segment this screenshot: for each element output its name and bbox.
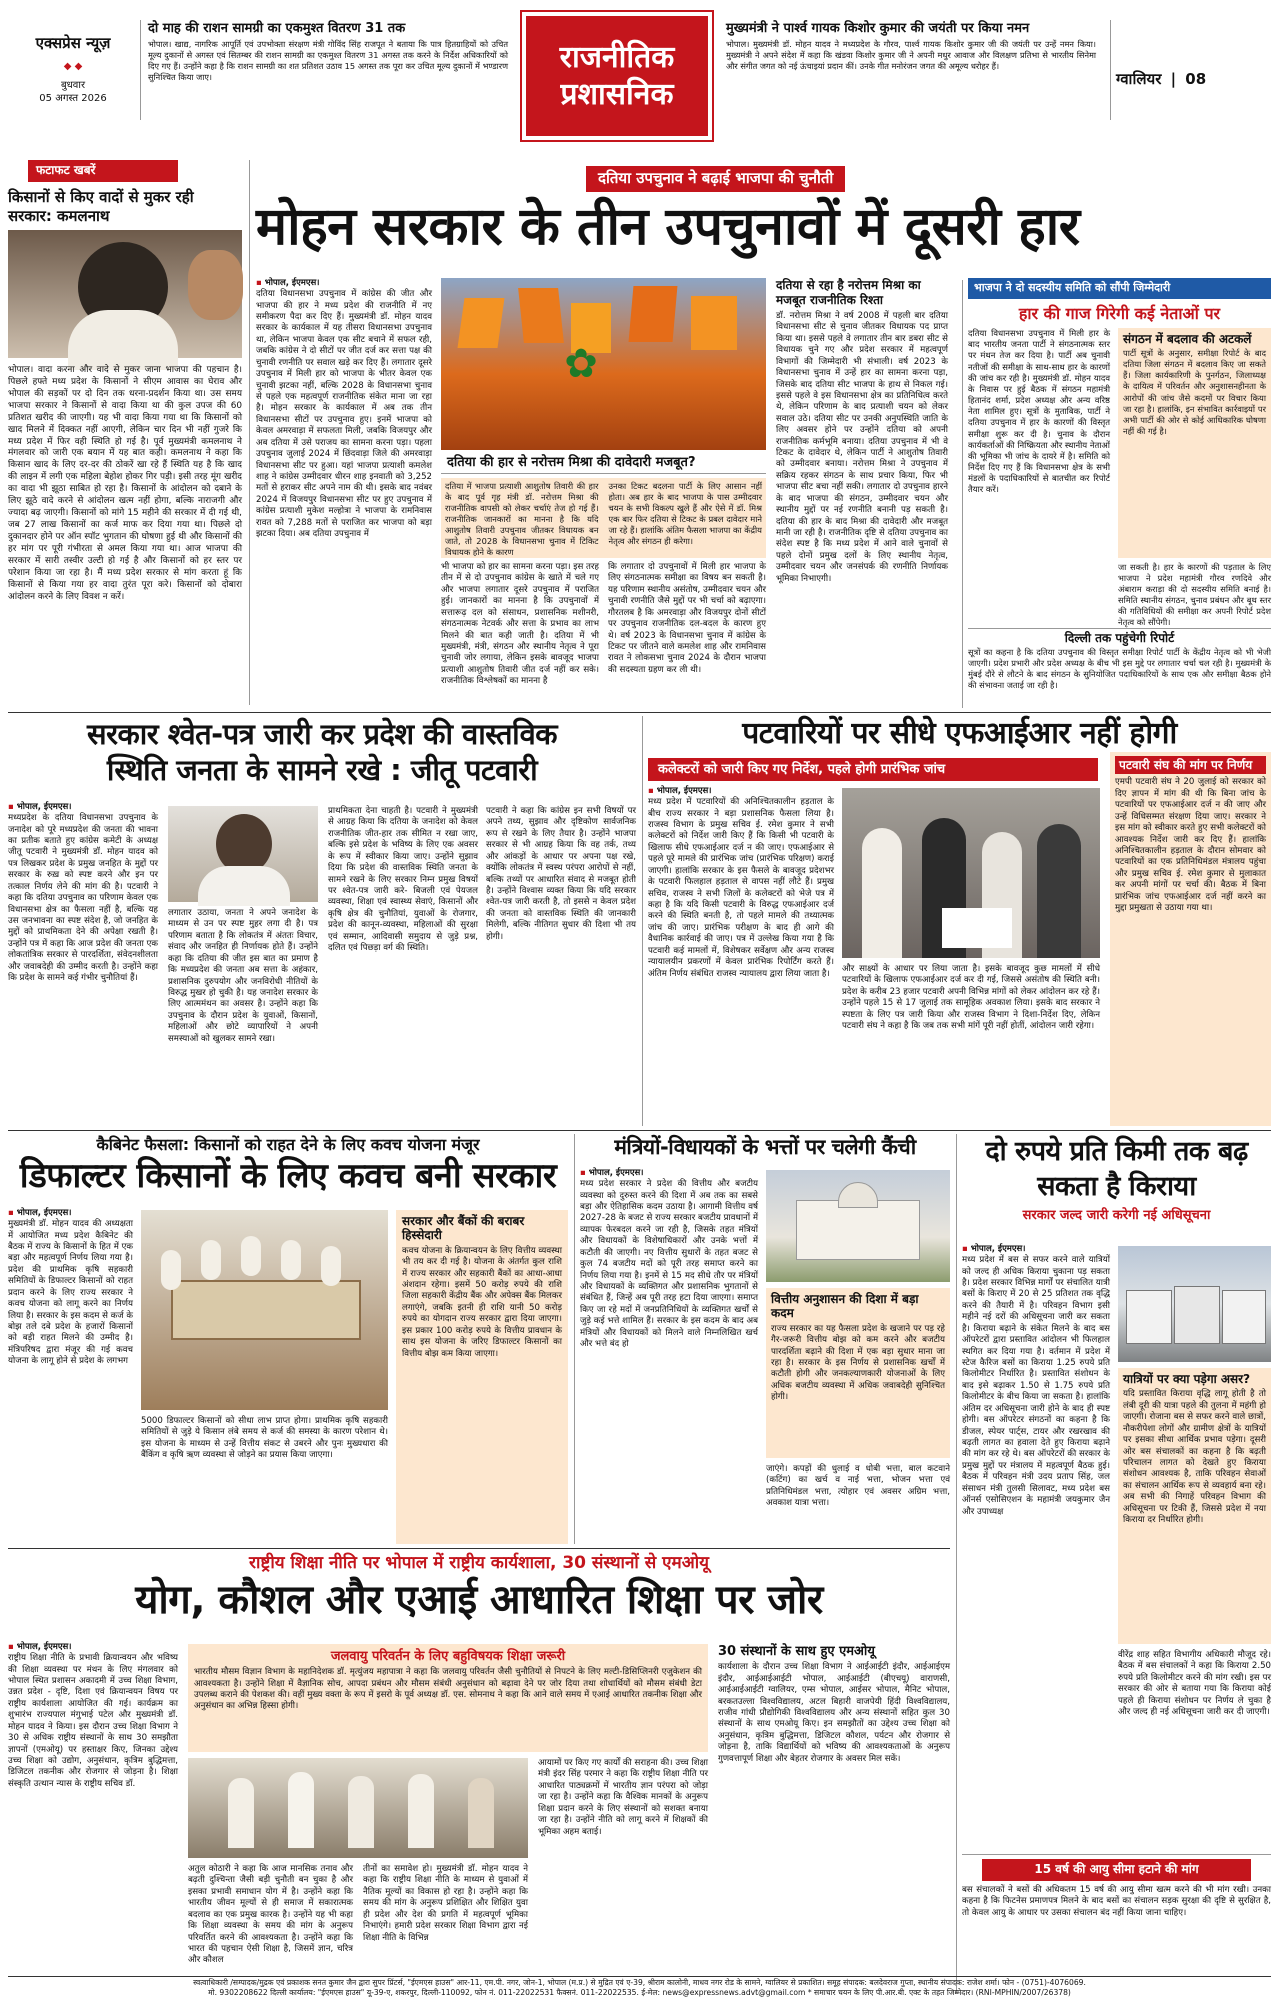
patwari-letter-col1-text: मध्यप्रदेश के दतिया विधानसभा उपचुनाव के जनादेश को पूरे मध्यप्रदेश की जनता की भावना का प्रतीक बताते हुए कांग्रेस कमेटी के अध्यक्ष जीतू पटवारी ने मुख्यमंत्री डॉ. मोहन यादव को पत्र लिखकर प्रदेश के प्रमुख जनहित के मुद्दों पर सरकार के रुख़ को स्पष्ट करने और इन पर तत्काल निर्णय लेने की मांग की है। पटवारी ने कहा कि दतिया उपचुनाव का परिणाम केवल एक विधानसभा क्षेत्र का फैसला नहीं है, बल्कि यह उस जनभावना का स्पष्ट संदेश है, जो जनहित के मुद्दों को प्राथमिकता देने की अपेक्षा रखती है। उन्होंने पत्र में कहा कि आज प्रदेश की जनता एक लोकतांत्रिक सरकार से पारदर्शिता, संवेदनशीलता और जवाबदेही की उम्मीद करती है। उन्होंने कहा कि प्रदेश के सामने कई गंभीर चुनौतियां हैं। xyxy=(8,813,158,984)
lead-headline: मोहन सरकार के तीन उपचुनावों में दूसरी हार xyxy=(256,197,1080,257)
lead-col1 xyxy=(256,278,432,708)
jitu-patwari-photo xyxy=(168,806,318,902)
delhi-report-text: सूत्रों का कहना है कि दतिया उपचुनाव की विस्तृत समीक्षा रिपोर्ट पार्टी के केंद्रीय नेतृत्व को भी भेजी जाएगी। प्रदेश प्रभारी और प्रदेश अध्यक्ष के बीच भी इस मुद्दे पर लगातार चर्चा चल रही है। मुख्यमंत्री के मुंबई दौरे से लौटने के बाद संगठन के सुनियोजित पदाधिकारियों के साथ एक और समीक्षा बैठक होने की संभावना जताई जा रही है। xyxy=(968,646,1271,690)
allowance-headline: मंत्रियों-विधायकों के भत्तों पर चलेगी कैंची xyxy=(614,1135,916,1159)
fiscal-head: वित्तीय अनुशासन की दिशा में बड़ा कदम xyxy=(771,1292,919,1321)
patwari-fir-col2 xyxy=(842,964,1100,1126)
age-limit-head: 15 वर्ष की आयु सीमा हटाने की मांग xyxy=(982,1859,1251,1881)
kamalnath-photo xyxy=(8,230,242,358)
vidhan-sabha-photo xyxy=(766,1170,950,1282)
patwari-letter-headline-2: स्थिति जनता के सामने रखे : जीतू पटवारी xyxy=(106,753,538,788)
allowance-col1 xyxy=(580,1168,758,1544)
org-change-head: संगठन में बदलाव की अटकलें xyxy=(1123,332,1252,346)
patwari-letter-col3 xyxy=(328,806,478,1126)
cabinet-col1-text: मुख्यमंत्री डॉ. मोहन यादव की अध्यक्षता में आयोजित मध्य प्रदेश कैबिनेट की बैठक में राज्य के किसानों के हित में एक बड़ा और महत्वपूर्ण निर्णय लिया गया है। प्रदेश की प्राथमिक कृषि सहकारी समितियों के डिफाल्टर किसानों को राहत प्रदान करने के लिए राज्य सरकार ने कवच योजना को लागू करने का निर्णय लिया है। सरकार के इस कदम से कर्ज के बोझ तले दबे प्रदेश के हजारों किसानों को बड़ी राहत मिलने की उम्मीद है। मंत्रिपरिषद द्वारा मंजूर की गई कवच योजना के लागू होने से प्रदेश के लगभग xyxy=(8,1219,133,1367)
delhi-report-head: दिल्ली तक पहुंचेगी रिपोर्ट xyxy=(968,628,1271,647)
education-story xyxy=(8,1552,950,1972)
cabinet-col1 xyxy=(8,1208,133,1544)
masthead xyxy=(0,0,1279,150)
lead-sidebar xyxy=(776,278,948,708)
section-badge xyxy=(522,12,712,140)
workshop-photo xyxy=(188,1758,528,1858)
climate-text: भारतीय मौसम विज्ञान विभाग के महानिदेशक डॉ. मृत्युंजय महापात्रा ने कहा कि जलवायु परिवर्तन जैसी चुनौतियों से निपटने के लिए मल्टी-डिसिप्लिनरी एजुकेशन की आवश्यकता है। उन्होंने शिक्षा में वैज्ञानिक सोच, आपदा प्रबंधन और मौसम संबंधी अनुसंधान को बढ़ावा देने पर जोर दिया तथा शोधार्थियों को मौसम संबंधी डेटा उपलब्ध कराने की पेशकश की। वहीं मुख्य वक्ता के रूप में इसरो के पूर्व अध्यक्ष डॉ. एस. सोमनाथ ने कहा कि आने वाले समय में एआई आधारित तकनीक शिक्षा और अनुसंधान का अभिन्न हिस्सा होगी। xyxy=(194,1667,702,1712)
education-col4-text: आयामों पर किए गए कार्यों की सराहना की। उच्च शिक्षा मंत्री इंदर सिंह परमार ने कहा कि राष्ट्रीय शिक्षा नीति पर आधारित पाठ्यक्रमों में भारतीय ज्ञान परंपरा को जोड़ा जा रहा है। उन्होंने कहा कि वैश्विक मानकों के अनुरूप शिक्षा प्रदान करने के लिए संस्थानों को सशक्त बनाया जा रहा है। उन्होंने नीति को लागू करने में शिक्षकों की भूमिका अहम बताई। xyxy=(538,1758,708,1837)
age-limit-box xyxy=(962,1854,1271,1994)
page-id: ग्वालियर | 08 xyxy=(1116,70,1207,88)
cabinet-story xyxy=(8,1134,568,1544)
education-col3-text: तीनों का समावेश हो। मुख्यमंत्री डॉ. मोहन यादव ने कहा कि राष्ट्रीय शिक्षा नीति के माध्यम से युवाओं में नैतिक मूल्यों का विकास हो रहा है। उन्होंने कहा कि समय की मांग के अनुरूप प्रशिक्षित और शिक्षित युवा ही प्रदेश और देश की प्रगति में महत्वपूर्ण भूमिका निभाएंगे। हमारी प्रदेश सरकार शिक्षा विभाग द्वारा नई शिक्षा नीति के विभिन्न xyxy=(363,1864,528,1943)
cabinet-dateline: ▪ भोपाल, ईएमएस। xyxy=(8,1208,72,1218)
passenger-impact-box xyxy=(1118,1368,1271,1644)
masthead-right-text: भोपाल। मुख्यमंत्री डॉ. मोहन यादव ने मध्यप्रदेश के गौरव, पार्श्व गायक किशोर कुमार जी की जयंती पर उन्हें नमन किया। मुख्यमंत्री ने अपने संदेश में कहा कि खंडवा किशोर कुमार जी ने अपनी मधुर आवाज और विलक्षण प्रतिभा से भारतीय सिनेमा और संगीत जगत को नई ऊंचाइयां प्रदान कीं। उनके गीत मनोरंजन जगत की अमूल्य धरोहर हैं। xyxy=(726,39,1096,71)
cabinet-share-head: सरकार और बैंकों की बराबर हिस्सेदारी xyxy=(402,1214,525,1243)
lotus-icon: ✿ xyxy=(564,341,598,387)
review-text-2: जा सकती है। हार के कारणों की पड़ताल के लिए भाजपा ने प्रदेश महामंत्री गौरव रणदिवे और अंबाराम कराड़ा की दो सदस्यीय समिति बनाई है। समिति स्थानीय संगठन, चुनाव प्रबंधन और बूथ स्तर की गतिविधियों की समीक्षा कर अपनी रिपोर्ट प्रदेश नेतृत्व को सौंपेगी। xyxy=(1118,562,1271,628)
mou-head: 30 संस्थानों के साथ हुए एमओयू xyxy=(718,1644,875,1659)
patwari-fir-dateline: ▪ भोपाल, ईएमएस। xyxy=(648,786,712,796)
mou-box xyxy=(718,1644,950,1972)
bjp-rally-photo xyxy=(441,278,766,453)
fare-headline: दो रुपये प्रति किमी तक बढ़ सकता है किराया xyxy=(985,1136,1248,1203)
patwari-fir-col1 xyxy=(648,786,834,1126)
patwari-demand-text: एमपी पटवारी संघ ने 20 जुलाई को सरकार को दिए ज्ञापन में मांग की थी कि बिना जांच के पटवारियों पर एफआईआर दर्ज न की जाए और उन्हें विधिसम्मत संरक्षण दिया जाए। सरकार ने इस मांग को स्वीकार करते हुए सभी कलेक्टरों को आवश्यक निर्देश जारी कर दिए हैं। हालांकि अनिश्चितकालीन हड़ताल के दौरान सोमवार को पटवारियों का एक प्रतिनिधिमंडल मंत्रालय पहुंचा और प्रमुख सचिव ई. रमेश कुमार से मुलाकात कर अपनी मांगों पर चर्चा की। बैठक में बिना प्रारंभिक जांच एफआईआर दर्ज नहीं करने का मुद्दा प्रमुखता से उठाया गया था। xyxy=(1115,777,1266,914)
review-text: दतिया विधानसभा उपचुनाव में मिली हार के बाद भारतीय जनता पार्टी ने संगठनात्मक स्तर पर मंथन तेज कर दिया है। पार्टी अब चुनावी नतीजों की समीक्षा के साथ-साथ हार के कारणों की जांच कर रही है। मुख्यमंत्री डॉ. मोहन यादव के निवास पर हुई बैठक में संगठन महामंत्री हितानंद शर्मा, प्रदेश अध्यक्ष और अन्य वरिष्ठ नेता शामिल हुए। सूत्रों के मुताबिक, पार्टी ने दतिया उपचुनाव में हार के कारणों की विस्तृत समीक्षा शुरू कर दी है। चुनाव के दौरान कार्यकर्ताओं की निष्क्रियता और स्थानीय नेताओं की भूमिका भी जांच के दायरे में है। समिति को निर्देश दिए गए हैं कि विधानसभा क्षेत्र के सभी मंडलों के पदाधिकारियों से बातचीत कर रिपोर्ट तैयार करें। xyxy=(968,328,1110,495)
allowance-dateline: ▪ भोपाल, ईएमएस। xyxy=(580,1168,644,1178)
climate-head: जलवायु परिवर्तन के लिए बहुविषयक शिक्षा जरूरी xyxy=(330,1649,566,1664)
lead-col3 xyxy=(608,562,766,708)
mishra-box xyxy=(441,478,766,558)
cabinet-col2 xyxy=(141,1416,388,1544)
paper-name: एक्सप्रेस न्यूज़ xyxy=(35,34,111,52)
masthead-right-story xyxy=(726,20,1096,130)
allowance-story xyxy=(580,1134,950,1544)
fare-col2 xyxy=(1118,1650,1271,1820)
patwari-letter-col1 xyxy=(8,802,158,1126)
page-number: 08 xyxy=(1185,70,1207,88)
paper-logo-box xyxy=(12,14,134,116)
city-name: ग्वालियर xyxy=(1116,70,1162,88)
issue-date: 05 अगस्त 2026 xyxy=(39,93,107,105)
patwari-fir-sub: कलेक्टरों को जारी किए गए निर्देश, पहले होगी प्रारंभिक जांच xyxy=(648,758,1098,781)
education-col2-text: अतुल कोठारी ने कहा कि आज मानसिक तनाव और बढ़ती दुश्चिन्ता जैसी बड़ी चुनौती बन चुका है और इसका प्रभावी समाधान योग में है। उन्होंने कहा कि भारतीय जीवन मूल्यों से ही समाज में सकारात्मक बदलाव का एक प्रमुख कारक है। उन्होंने यह भी कहा कि शिक्षा व्यवस्था के समय की मांग के अनुरूप परिवर्तित करने की आवश्यकता है। उन्होंने कहा कि भारत की पहचान ऐसी शिक्षा है, जिसमें ज्ञान, चरित्र और कौशल xyxy=(188,1864,353,1966)
fare-sub: सरकार जल्द जारी करेगी नई अधिसूचना xyxy=(1022,1208,1211,1224)
allowance-col1-text: मध्य प्रदेश सरकार ने प्रदेश की वित्तीय और बजटीय व्यवस्था को दुरुस्त करने की दिशा में अब तक का सबसे बड़ा और ऐतिहासिक कदम उठाया है। आगामी वित्तीय वर्ष 2027-28 के बजट से राज्य सरकार बजटीय प्रावधानों में व्यापक फेरबदल करने जा रही है, जिसके तहत मंत्रियों और विधायकों के विशेषाधिकारों और उनके भत्तों में कटौती की जाएगी। नए वित्तीय सुधारों के तहत बजट से कुल 74 बजटीय मदों को पूरी तरह समाप्त करने का निर्णय लिया गया है। इनमें से 15 मद सीधे तौर पर मंत्रियों और विधायकों के व्यक्तिगत और प्रशासनिक भुगतानों से संबंधित हैं, जिन्हें अब पूरी तरह हटा दिया जाएगा। समाप्त किए जा रहे मदों में जनप्रतिनिधियों के व्यक्तिगत खर्चों से जुड़े कई भत्ते शामिल हैं। सरकार के इस कदम के बाद अब मंत्रियों और विधायकों को मिलने वाले निम्नलिखित खर्च और भत्ते बंद हो xyxy=(580,1179,758,1350)
education-col2 xyxy=(188,1864,353,1972)
lead-col2-text: भी भाजपा को हार का सामना करना पड़ा। इस तरह तीन में से दो उपचुनाव कांग्रेस के खाते में चले गए और भाजपा लगातार दूसरे उपचुनाव में पराजित हुई। जानकारों का मानना है कि उपचुनावों में सत्तारूढ़ दल को संसाधन, प्रशासनिक मशीनरी, संगठनात्मक नेटवर्क और सत्ता के प्रभाव का लाभ मिलने की बात कही जाती है। दतिया में भी मुख्यमंत्री, मंत्री, संगठन और स्थानीय नेतृत्व ने पूरा चुनावी जोर लगाया, लेकिन इसके बावजूद भाजपा प्रत्याशी आशुतोष तिवारी जीत दर्ज नहीं कर सके। राजनीतिक विश्लेषकों का मानना है xyxy=(441,562,599,687)
patwari-letter-col2-text: लगातार उठाया, जनता ने अपने जनादेश के माध्यम से उन पर स्पष्ट मुहर लगा दी है। पत्र परिणाम बताता है कि लोकतंत्र में अंततः विचार, संवाद और जनहित ही निर्णायक होते हैं। उन्होंने कहा कि दतिया की जीत इस बात का प्रमाण है कि मध्यप्रदेश की जनता अब सत्ता के अहंकार, प्रशासनिक दुरुपयोग और जनविरोधी नीतियों के विरुद्ध मुखर हो चुकी है। यह जनादेश सरकार के लिए आत्ममंथन का अवसर है। उन्होंने कहा कि उपचुनाव के दौरान प्रदेश के युवाओं, किसानों, महिलाओं और छोटे व्यापारियों ने अपनी समस्याओं को खुलकर सामने रखा। xyxy=(168,908,318,1044)
education-dateline: ▪ भोपाल, ईएमएस। xyxy=(8,1642,72,1652)
review-story xyxy=(968,278,1271,708)
imprint-line-1: स्वत्वाधिकारी /सम्पादक/मुद्रक एवं प्रकाशक सनत कुमार जैन द्वारा सुपर प्रिंटर्स, "ईएमएस हाउस" आर-11, एम.पी. नगर, जोन-1, भोपाल (म.प्र.) से मुद्रित एवं ए-39, श्रीराम कालोनी, माधव नगर रोड के सामने, ग्वालियर से प्रकाशित। समूह संपादक: बलदेवराज गुप्ता, स्थानीय संपादक: राजेश शर्मा। फोन - (0751)-4076069. xyxy=(193,1978,1086,1987)
brief-text: भोपाल। वादा करना और वादे से मुकर जाना भाजपा की पहचान है। पिछले हफ्ते मध्य प्रदेश के किसानों ने सीएम आवास का घेराव और भोपाल की सड़कों पर दो दिन तक धरना-प्रदर्शन किया था। उस समय भाजपा सरकार ने किसानों से वादा किया था की कुल उपज की 60 प्रतिशत खरीद की जाएगी। यह भी वादा किया गया था कि किसानों को खाद मिलने में दिक्कत नहीं आएगी, लेकिन चार दिन भी नहीं गुजरे कि मध्य प्रदेश में फिर वही स्थिति हो गई है। पूर्व मुख्यमंत्री कमलनाथ ने मंगलवार को जारी एक बयान में यह बात कही। कमलनाथ ने कहा कि किसान खाद के लिए दर-दर की ठोकरें खा रहे हैं स्थिति यह है कि खाद की लाइन में लगी एक महिला बेहोश होकर गिर पड़ी। इसी तरह मूंग खरीद का वादा भी झूठा साबित हो रहा है। किसानों के आंदोलन को दबाने के लिए झूठे वादे करने से आंदोलन खत्म नहीं होगा, बल्कि नाराजगी और ज्यादा बढ़ जाएगी। किसानों को मांगे 15 महीने की सरकार में दी गई थी, जब 27 लाख किसानों का कर्ज माफ कर दिया गया था। पिछले दो दुकानदार होने पर ऑन स्पॉट भुगतान की घोषणा हुई थी और किसानों की हर मांग पर पूरी गंभीरता से अमल किया गया था। आज भाजपा की सरकार में सारी तस्वीर उल्टी हो गई है और किसानों को हर स्तर पर परेशान किया जा रहा है। मैं मध्य प्रदेश सरकार से मांग करता हूं कि किसानों से किया गया हर वादा तुरंत पूरा करे। किसानों को दोबारा आंदोलन करने के लिए विवश न करें। xyxy=(8,365,242,602)
lead-col2 xyxy=(441,562,599,708)
imprint-footer xyxy=(8,1978,1271,2006)
review-banner: भाजपा ने दो सदस्यीय समिति को सौंपी जिम्मेदारी xyxy=(968,278,1271,299)
patwari-letter-col4-text: पटवारी ने कहा कि कांग्रेस इन सभी विषयों पर अपने तथ्य, सुझाव और दृष्टिकोण सार्वजनिक रूप से रखने के लिए तैयार है। उन्होंने भाजपा सरकार से भी आग्रह किया कि वह तर्क, तथ्य और आंकड़ों के आधार पर अपना पक्ष रखे, क्योंकि लोकतंत्र में स्वस्थ परंपरा आरोपों से नहीं, बल्कि तथ्यों पर आधारित संवाद से मजबूत होती है। उन्होंने विश्वास व्यक्त किया कि यदि सरकार श्वेत-पत्र जारी करती है, तो इससे न केवल प्रदेश की जनता को वास्तविक स्थिति की जानकारी मिलेगी, बल्कि नीतिगत सुधार की दिशा भी तय होगी। xyxy=(486,806,636,942)
education-kicker: राष्ट्रीय शिक्षा नीति पर भोपाल में राष्ट्रीय कार्यशाला, 30 संस्थानों से एमओयू xyxy=(249,1553,709,1573)
cabinet-share-text: कवच योजना के क्रियान्वयन के लिए वित्तीय व्यवस्था भी तय कर दी गई है। योजना के अंतर्गत कुल राशि में राज्य सरकार और सहकारी बैंकों का आधा-आधा अंशदान रहेगा। इसमें 50 करोड़ रुपये की राशि जिला सहकारी केंद्रीय बैंक और अपेक्स बैंक मिलकर लगाएंगे, जबकि इतनी ही राशि यानी 50 करोड़ रुपये का योगदान राज्य सरकार द्वारा दिया जाएगा। इस प्रकार 100 करोड़ रुपये के वित्तीय प्रावधान के साथ इस योजना के जरिए डिफाल्टर किसानों का वित्तीय बोझ कम किया जाएगा। xyxy=(402,1245,562,1359)
brief-head: किसानों से किए वादों से मुकर रही सरकार: कमलनाथ xyxy=(8,187,194,226)
diamond-icon: ◆ ◆ xyxy=(63,60,83,72)
cabinet-col2-text: 5000 डिफाल्टर किसानों को सीधा लाभ प्राप्त होगा। प्राथमिक कृषि सहकारी समितियों से जुड़े ये किसान लंबे समय से कर्ज की समस्या के कारण परेशान थे। इस योजना के माध्यम से उन्हें वित्तीय संकट से उबरने और पुनः मुख्यधारा की बैंकिंग व कृषि ऋण व्यवस्था से जोड़ने का प्रयास किया जाएगा। xyxy=(141,1416,388,1461)
patwari-demand-box xyxy=(1110,752,1271,1126)
patwari-letter-col4 xyxy=(486,806,636,1126)
brief-label: फटाफट खबरें xyxy=(28,160,178,182)
allowance-col2 xyxy=(766,1464,950,1544)
patwari-letter-col3-text: प्राथमिकता देना चाहती है। पटवारी ने मुख्यमंत्री से आग्रह किया कि दतिया के जनादेश को केवल राजनीतिक जीत-हार तक सीमित न रखा जाए, बल्कि इसे प्रदेश के भविष्य के लिए एक अवसर के रूप में स्वीकार किया जाए। उन्होंने सुझाव दिया कि प्रदेश की वास्तविक स्थिति जनता के सामने रखने के लिए सरकार निम्न प्रमुख विषयों पर श्वेत-पत्र जारी करे- बिजली एवं पेयजल व्यवस्था, शिक्षा एवं स्वास्थ्य सेवाएं, किसानों और कृषि क्षेत्र की चुनौतियां, युवाओं के रोजगार, प्रदेश की कानून-व्यवस्था, महिलाओं की सुरक्षा एवं सम्मान, आदिवासी समुदाय से जुड़े प्रश्न, दलित एवं पिछड़ा वर्ग की स्थिति। xyxy=(328,806,478,954)
review-headline: हार की गाज गिरेगी कई नेताओं पर xyxy=(1018,303,1221,323)
patwari-letter-story xyxy=(8,716,636,1126)
imprint-line-2: मो. 9302208622 दिल्ली कार्यालय: "ईएमएस हाउस" यू-39-ए, शकरपुर, दिल्ली-110092, फोन नं. 011-22022531 फैक्सनं. 011-22022535. ई-मेल: news@expressnews.advt@gmail.com * समाचार चयन के लिए पी.आर.बी. एक्ट के तहत जिम्मेदार। (RNI-MPHIN/2007/26378) xyxy=(208,1987,1071,1997)
masthead-left-text: भोपाल। खाद्य, नागरिक आपूर्ति एवं उपभोक्ता संरक्षण मंत्री गोविंद सिंह राजपूत ने बताया कि पात्र हितग्राहियों को उचित मूल्य दुकानों से अगस्त एवं सितम्बर की राशन सामग्री का एकमुश्त वितरण 31 अगस्त तक करने के निर्देश अधिकारियों को दिए गए हैं। उन्होंने कहा है कि राशन सामग्री का शत प्रतिशत उठाव 15 अगस्त तक पूरा कर उचित मूल्य दुकानों में भण्डारण सुनिश्चित किया जाए। xyxy=(148,39,508,82)
fare-col1 xyxy=(962,1244,1110,1884)
section-title: राजनीतिक प्रशासनिक xyxy=(559,39,675,112)
education-col3 xyxy=(363,1864,528,1972)
brief-column xyxy=(8,160,242,705)
mishra-box-col2: उनका टिकट बदलना पार्टी के लिए आसान नहीं होता। अब हार के बाद भाजपा के पास उम्मीदवार चयन के सभी विकल्प खुले हैं और ऐसे में डॉ. मिश्र एक बार फिर दतिया से टिकट के प्रबल दावेदार माने जा रहे हैं। हालांकि अंतिम फैसला भाजपा का केंद्रीय नेतृत्व और संगठन ही करेगा। xyxy=(608,481,762,547)
fiscal-box xyxy=(766,1288,950,1458)
fare-col1-text: मध्य प्रदेश में बस से सफर करने वाले यात्रियों को जल्द ही अधिक किराया चुकाना पड़ सकता है। प्रदेश सरकार विभिन्न मार्गों पर संचालित यात्री बसों के किराए में 20 से 25 प्रतिशत तक वृद्धि करने की तैयारी में है। परिवहन विभाग इसी महीने नई दरों की अधिसूचना जारी कर सकता है। किराया बढ़ाने के संकेत मिलने के बाद बस ऑपरेटरों द्वारा प्रस्तावित आंदोलन भी फिलहाल स्थगित कर दिया गया है। वर्तमान में प्रदेश में स्टेज कैरिज बसों का किराया 1.25 रुपये प्रति किलोमीटर निर्धारित है। प्रस्तावित संशोधन के बाद इसे बढ़ाकर 1.50 से 1.75 रुपये प्रति किलोमीटर के बीच किया जा सकता है। हालांकि अंतिम दर अधिसूचना जारी होने के बाद ही स्पष्ट होगी। बस ऑपरेटर संगठनों का कहना है कि डीजल, स्पेयर पार्ट्स, टायर और रखरखाव की बढ़ती लागत का हवाला देते हुए किराया बढ़ाने की मांग कर रहे थे। बस ऑपरेटरों की सरकार के प्रमुख मुद्दों पर मंत्रालय में महत्वपूर्ण बैठक हुई। बैठक में परिवहन मंत्री उदय प्रताप सिंह, जल संसाधन मंत्री तुलसी सिलावट, मध्य प्रदेश बस ऑनर्स एसोसिएशन के महामंत्री जयकुमार जैन और उपाध्यक्ष xyxy=(962,1255,1110,1517)
cabinet-headline: डिफाल्टर किसानों के लिए कवच बनी सरकार xyxy=(19,1156,557,1197)
education-col1-text: राष्ट्रीय शिक्षा नीति के प्रभावी क्रियान्वयन और भविष्य की शिक्षा व्यवस्था पर मंथन के लिए मंगलवार को भोपाल स्थित प्रशासन अकादमी में उच्च शिक्षा विभाग, उन्नत प्रदेश - दृष्टि, दिशा एवं क्रियान्वयन विषय पर राष्ट्रीय कार्यशाला आयोजित की गई। कार्यक्रम का शुभारंभ राज्यपाल मंगुभाई पटेल और मुख्यमंत्री डॉ. मोहन यादव ने किया। इस दौरान उच्च शिक्षा विभाग ने 30 से अधिक राष्ट्रीय संस्थानों के साथ 30 समझौता ज्ञापनों (एमओयू) पर हस्ताक्षर किए, जिनका उद्देश्य उच्च शिक्षा को उद्योग, अनुसंधान, कृत्रिम बुद्धिमत्ता, डिजिटल तकनीक और रोजगार से जोड़ना है। शिक्षा संस्कृति उत्थान न्यास के राष्ट्रीय सचिव डॉ. xyxy=(8,1653,178,1789)
fiscal-text: राज्य सरकार का यह फैसला प्रदेश के खजाने पर पड़ रहे गैर-जरूरी वित्तीय बोझ को कम करने और बजटीय पारदर्शिता बढ़ाने की दिशा में एक बड़ा सुधार माना जा रहा है। सरकार के इस निर्णय से प्रशासनिक खर्चों में कटौती होगी और जनकल्याणकारी योजनाओं के लिए अधिक बजटीय व्यवस्था में अधिक जवाबदेही सुनिश्चित होगी। xyxy=(771,1323,945,1403)
photo-caption-bar xyxy=(441,450,766,474)
patwari-protest-photo xyxy=(842,788,1100,958)
patwari-letter-headline-1: सरकार श्वेत-पत्र जारी कर प्रदेश की वास्तविक xyxy=(87,717,557,751)
fare-story xyxy=(962,1134,1271,1994)
org-change-text: पार्टी सूत्रों के अनुसार, समीक्षा रिपोर्ट के बाद दतिया जिला संगठन में बदलाव किए जा सकते हैं। जिला कार्यकारिणी के पुनर्गठन, जिलाध्यक्ष के दायित्व में परिवर्तन और अनुशासनहीनता के आरोपों की जांच जैसे कदमों पर विचार किया जा रहा है। हालांकि, इन संभावित कार्रवाइयों पर अभी पार्टी की ओर से कोई आधिकारिक घोषणा नहीं की गई है। xyxy=(1123,348,1266,436)
masthead-left-story xyxy=(148,20,508,130)
mishra-box-col1: दतिया में भाजपा प्रत्याशी आशुतोष तिवारी की हार के बाद पूर्व गृह मंत्री डॉ. नरोत्तम मिश्रा की राजनीतिक वापसी को लेकर चर्चाएं तेज हो गई हैं। राजनीतिक जानकारों का मानना है कि यदि आशुतोष तिवारी उपचुनाव जीतकर विधायक बन जाते, तो 2028 के विधानसभा चुनाव में टिकिट विधायक होने के कारण xyxy=(445,481,599,558)
photo-caption: दतिया की हार से नरोत्तम मिश्रा की दावेदारी मजबूत? xyxy=(447,455,696,470)
masthead-right-head: मुख्यमंत्री ने पार्श्व गायक किशोर कुमार की जयंती पर किया नमन xyxy=(726,21,1030,36)
education-col4 xyxy=(538,1758,708,1972)
cabinet-kicker: कैबिनेट फैसला: किसानों को राहत देने के लिए कवच योजना मंजूर xyxy=(96,1135,480,1154)
lead-col3-text: कि लगातार दो उपचुनावों में मिली हार भाजपा के लिए संगठनात्मक समीक्षा का विषय बन सकती है। यह परिणाम स्थानीय असंतोष, उम्मीदवार चयन और चुनावी रणनीति जैसे मुद्दों पर भी चर्चा को बढ़ाएगा। गौरतलब है कि अमरवाड़ा और विजयपुर दोनों सीटों पर उपचुनाव राजनीतिक दल-बदल के कारण हुए थे। वर्ष 2023 के विधानसभा चुनाव में कांग्रेस के टिकट पर जीतने वाले कमलेश शाह और रामनिवास रावत ने लोकसभा चुनाव 2024 के दौरान भाजपा की सदस्यता ग्रहण कर ली थी। xyxy=(608,562,766,675)
masthead-left-head: दो माह की राशन सामग्री का एकमुश्त वितरण 31 तक xyxy=(148,21,406,36)
lead-side-head: दतिया से रहा है नरोत्तम मिश्रा का मजबूत राजनीतिक रिश्ता xyxy=(776,278,921,307)
patwari-letter-col2 xyxy=(168,908,318,1126)
delhi-report xyxy=(968,628,1271,710)
lead-kicker: दतिया उपचुनाव ने बढ़ाई भाजपा की चुनौती xyxy=(586,166,845,192)
fare-dateline: ▪ भोपाल, ईएमएस। xyxy=(962,1244,1026,1254)
education-headline: योग, कौशल और एआई आधारित शिक्षा पर जोर xyxy=(135,1577,823,1624)
patwari-fir-story xyxy=(648,716,1271,1126)
patwari-fir-col2-text: और साक्ष्यों के आधार पर लिया जाता है। इसके बावजूद कुछ मामलों में सीधे पटवारियों के खिलाफ एफआईआर दर्ज कर दी गई, जिससे असंतोष की स्थिति बनी। प्रदेश के करीब 23 हजार पटवारी अपनी विभिन्न मांगों को लेकर आंदोलन कर रहे हैं। उन्होंने पहले 15 से 17 जुलाई तक सामूहिक अवकाश लिया। इसके बाद सरकार ने स्पष्टता के लिए पत्र जारी किया और राजस्व विभाग ने दिशा-निर्देश दिए, लेकिन पटवारी संघ ने कहा है कि जब तक सभी मांगें पूरी नहीं होतीं, आंदोलन जारी रहेगा। xyxy=(842,964,1100,1032)
education-col1 xyxy=(8,1642,178,1972)
review-col2 xyxy=(1118,562,1271,632)
passenger-impact-text: यदि प्रस्तावित किराया वृद्धि लागू होती है तो लंबी दूरी की यात्रा पहले की तुलना में महंगी हो जाएगी। रोजाना बस से सफर करने वाले छात्रों, नौकरीपेशा लोगों और ग्रामीण क्षेत्रों के यात्रियों पर इसका सीधा आर्थिक प्रभाव पड़ेगा। दूसरी ओर बस संचालकों का कहना है कि बढ़ती परिचालन लागत को देखते हुए किराया संशोधन आवश्यक है, ताकि परिवहन सेवाओं का संचालन आर्थिक रूप से व्यवहार्य बना रहे। अब सभी की निगाहें परिवहन विभाग की अधिसूचना पर टिकी हैं, जिससे प्रदेश में नया किराया दर निर्धारित होगी। xyxy=(1123,1389,1266,1526)
cabinet-meeting-photo xyxy=(141,1210,388,1410)
climate-box xyxy=(188,1644,708,1752)
lead-col1-text: दतिया विधानसभा उपचुनाव में कांग्रेस की जीत और भाजपा की हार ने मध्य प्रदेश की राजनीति में नए समीकरण पैदा कर दिए हैं। मुख्यमंत्री डॉ. मोहन यादव सरकार के कार्यकाल में यह तीसरा विधानसभा उपचुनाव था, लेकिन भाजपा केवल एक सीट बचाने में सफल रही, जबकि कांग्रेस ने दो सीटों पर जीत दर्ज कर सत्ता पक्ष की चुनावी रणनीति पर सवाल खड़े कर दिए हैं। लगातार दूसरे उपचुनाव में मिली हार को भाजपा के भीतर केवल एक चुनावी झटका नहीं, बल्कि 2028 के विधानसभा चुनाव से पहले एक महत्वपूर्ण राजनीतिक संकेत माना जा रहा है। मोहन सरकार के कार्यकाल में अब तक तीन विधानसभा सीटों पर उपचुनाव हुए। इनमें भाजपा को केवल अमरवाड़ा में सफलता मिली, जबकि विजयपुर और अब दतिया में उसे पराजय का सामना करना पड़ा। पहला उपचुनाव जुलाई 2024 में छिंदवाड़ा जिले की अमरवाड़ा विधानसभा सीट पर हुआ। यहां भाजपा प्रत्याशी कमलेश शाह ने कांग्रेस उम्मीदवार धीरन शाह इनवाती को 3,252 मतों से हराकर सीट अपने नाम की थी। इसके बाद नवंबर 2024 में विजयपुर विधानसभा सीट पर हुए उपचुनाव में कांग्रेस प्रत्याशी मुकेश मल्होत्रा ने भाजपा के रामनिवास रावत को 7,288 मतों से पराजित कर भाजपा को बड़ा झटका दिया। अब दतिया उपचुनाव में xyxy=(256,289,432,540)
lead-dateline: ▪ भोपाल, ईएमएस। xyxy=(256,278,320,288)
patwari-demand-head: पटवारी संघ की मांग पर निर्णय xyxy=(1115,756,1266,774)
cabinet-share-box xyxy=(396,1210,568,1544)
fare-col2-text: वीरेंद्र शाह सहित विभागीय अधिकारी मौजूद रहे। बैठक में बस संचालकों ने कहा कि किराया 2.50 रुपये प्रति किलोमीटर करने की मांग रखी। इस पर सरकार की ओर से बताया गया कि किराया कोई पहले ही किराया संशोधन पर निर्णय ले चुका है और जल्द ही नई अधिसूचना जारी कर दी जाएगी। xyxy=(1118,1650,1271,1718)
patwari-fir-col1-text: मध्य प्रदेश में पटवारियों की अनिश्चितकालीन हड़ताल के बीच राज्य सरकार ने बड़ा प्रशासनिक फैसला लिया है। राजस्व विभाग के प्रमुख सचिव ई. रमेश कुमार ने सभी कलेक्टरों को निर्देश जारी किए हैं कि किसी भी पटवारी के खिलाफ सीधे एफआईआर दर्ज न की जाए। एफआईआर से पहले पूरे मामले की प्रारंभिक जांच (प्रारंभिक परिक्षण) कराई जाएगी। हालांकि सरकार के इस फैसले के बावजूद प्रदेशभर के पटवारी फिलहाल हड़ताल से वापस नहीं लौटे हैं। प्रमुख सचिव, राजस्व ने सभी जिलों के कलेक्टरों को भेजे पत्र में कहा है कि यदि किसी पटवारी के विरुद्ध एफआईआर दर्ज करने की स्थिति बनती है, तो पहले मामले की तथ्यात्मक जांच की जाए। प्रारंभिक परीक्षण के बाद ही आगे की वैधानिक कार्रवाई की जाए। पत्र में उल्लेख किया गया है कि पटवारी कई मामलों में, विशेषकर सर्वेक्षण और अन्य राजस्व न्यायालयीन प्रकरणों में केवल प्रारंभिक रिपोर्टिंग करते हैं। अंतिम निर्णय संबंधित राजस्व न्यायालय द्वारा लिया जाता है। xyxy=(648,797,834,979)
age-limit-text: बस संचालकों ने बसों की अधिकतम 15 वर्ष की आयु सीमा खत्म करने की भी मांग रखी। उनका कहना है कि फिटनेस प्रमाणपत्र मिलने के बाद बसों का संचालन सड़क सुरक्षा की दृष्टि से सुरक्षित है, तो केवल आयु के आधार पर उसका संचालन बंद नहीं किया जाना चाहिए। xyxy=(962,1884,1271,1918)
mou-text: कार्यशाला के दौरान उच्च शिक्षा विभाग ने आईआईटी इंदौर, आईआईएम इंदौर, आईआईआईटी भोपाल, आईआईटी (बीएचयू) वाराणसी, आईआईआईटी ग्वालियर, एम्स भोपाल, आईसर भोपाल, मैनिट भोपाल, बरकतउल्ला विश्वविद्यालय, अटल बिहारी वाजपेयी हिंदी विश्वविद्यालय, राजीव गांधी प्रौद्योगिकी विश्वविद्यालय और अन्य संस्थानों सहित कुल 30 संस्थानों के साथ एमओयू किए। इन समझौतों का उद्देश्य उच्च शिक्षा को अनुसंधान, कृत्रिम बुद्धिमत्ता, डिजिटल कौशल, पर्यटन और रोजगार से जोड़ना है, ताकि विद्यार्थियों को भविष्य की आवश्यकताओं के अनुरूप गुणवत्तापूर्ण शिक्षा और बेहतर रोजगार के अवसर मिल सकें। xyxy=(718,1662,950,1764)
patwari-fir-headline: पटवारियों पर सीधे एफआईआर नहीं होगी xyxy=(742,716,1177,751)
lead-side-text: डॉ. नरोत्तम मिश्रा ने वर्ष 2008 में पहली बार दतिया विधानसभा सीट से चुनाव जीतकर विधायक पद प्राप्त किया था। इससे पहले वे लगातार तीन बार डबरा सीट से विधायक चुने गए और प्रदेश सरकार में महत्वपूर्ण विभागों की जिम्मेदारी भी संभाली। वर्ष 2023 के विधानसभा चुनाव में उन्हें हार का सामना करना पड़ा, जिसके बाद दतिया सीट भाजपा के हाथ से निकल गई। इससे पहले वे इस विधानसभा क्षेत्र का प्रतिनिधित्व करते थे, लेकिन परिणाम के बाद प्रत्याशी चयन को लेकर सवाल उठे। दतिया सीट पर उनकी अनुपस्थिति जाति के लिए अवसर होने पर उन्होंने दतिया को अपनी राजनीतिक कर्मभूमि बनाया। दतिया उपचुनाव में भी वे टिकट के दावेदार थे, लेकिन पार्टी ने आशुतोष तिवारी को उम्मीदवार बनाया। नरोत्तम मिश्रा ने उपचुनाव में सक्रिय रहकर संगठन के साथ प्रचार किया, फिर भी भाजपा सीट बचा नहीं सकी। लगातार दो उपचुनाव हारने के बाद भाजपा की संगठन, उम्मीदवार चयन और स्थानीय मुद्दों पर नई रणनीति बनानी पड़ सकती है। दतिया की हार के बाद मिश्रा की दावेदारी और मजबूत मानी जा रही है। राजनीतिक दृष्टि से दतिया उपचुनाव का संदेश स्पष्ट है कि मध्य प्रदेश में आने वाले चुनावों से पहले दोनों प्रमुख दलों के लिए स्थानीय नेतृत्व, उम्मीदवार चयन और जनसंपर्क की रणनीति निर्णायक भूमिका निभाएगी। xyxy=(776,311,948,584)
passenger-impact-head: यात्रियों पर क्या पड़ेगा असर? xyxy=(1123,1372,1251,1386)
patwari-letter-dateline: ▪ भोपाल, ईएमएस। xyxy=(8,802,72,812)
issue-day: बुधवार xyxy=(60,79,86,91)
org-change-box xyxy=(1118,328,1271,558)
allowance-col2-text: जाएंगे। कपड़ों की धुलाई व धोबी भत्ता, बाल कटवाने (कटिंग) का खर्च व नाई भत्ता, भोजन भत्ता एवं प्रतिनिधिमंडल भत्ता, त्योहार एवं अवसर अग्रिम भत्ता, अवकाश यात्रा भत्ता। xyxy=(766,1464,950,1509)
bus-stand-photo xyxy=(1118,1246,1271,1362)
